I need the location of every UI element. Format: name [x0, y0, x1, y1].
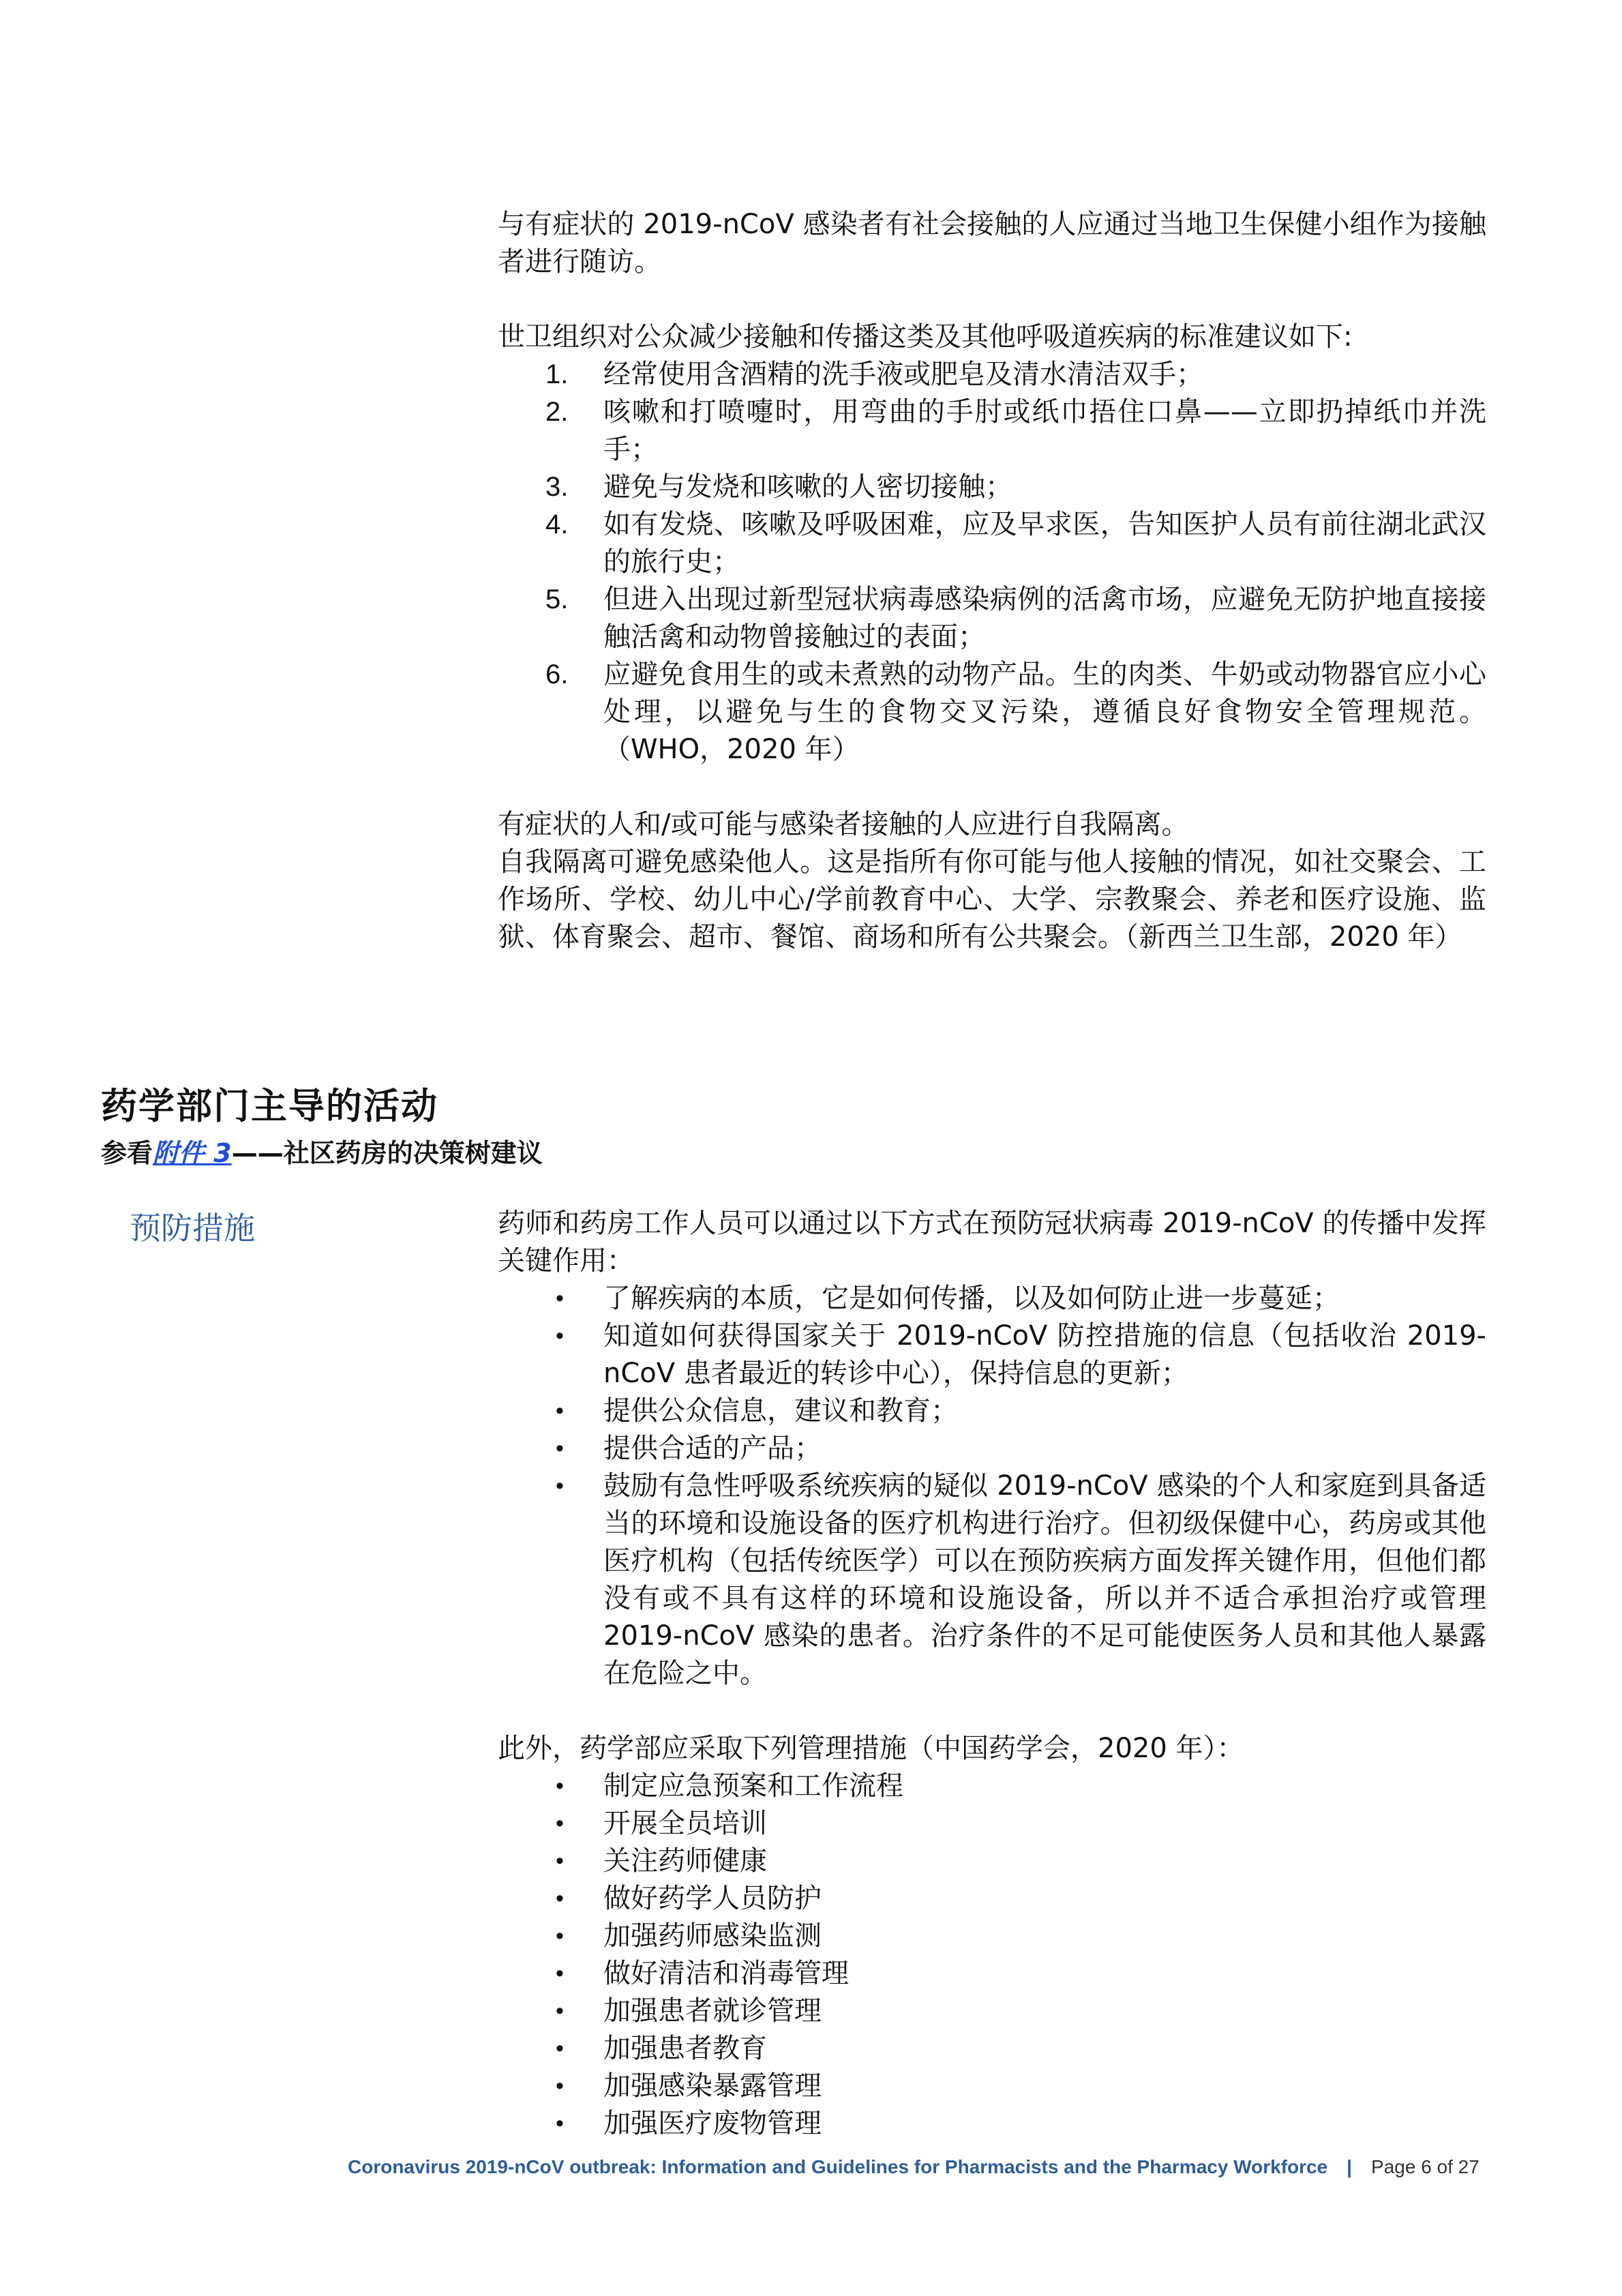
bullet-icon: •: [556, 1998, 564, 2024]
prevention-bullet-list: [498, 1280, 1486, 1693]
bullet-icon: •: [556, 1960, 564, 1986]
list-item: [498, 1993, 1486, 2030]
list-item-text: 提供合适的产品；: [603, 1433, 822, 1464]
list-item: [498, 1880, 1486, 1918]
list-item-text: 避免与发烧和咳嗽的人密切接触；: [603, 471, 1012, 503]
list-number: 6.: [545, 659, 569, 689]
list-item-text: 加强患者就诊管理: [603, 1995, 822, 2027]
list-item: [498, 2068, 1486, 2105]
list-item-text: 开展全员培训: [603, 1808, 767, 1839]
self-isolation-detail-paragraph: 自我隔离可避免感染他人。这是指所有你可能与他人接触的情况，如社交聚会、工作场所、学校、幼儿中心/学前教育中心、大学、宗教聚会、养老和医疗设施、监狱、体育聚会、超市、餐馆、商场和所有公共聚会。（新西兰卫生部，2020 年）: [498, 846, 1486, 953]
list-item: [498, 1768, 1486, 1805]
list-item: [498, 1392, 1486, 1430]
list-item-text: 加强患者教育: [603, 2033, 767, 2064]
list-number: 4.: [545, 509, 569, 539]
page-number: Page 6 of 27: [1371, 2156, 1480, 2177]
list-item-text: 经常使用含酒精的洗手液或肥皂及清水清洁双手；: [603, 359, 1203, 390]
list-item: [498, 506, 1486, 581]
subheading-suffix: ——社区药房的决策树建议: [231, 1138, 543, 1168]
bullet-icon: •: [556, 1435, 564, 1461]
bullet-icon: •: [556, 1923, 564, 1949]
who-recommendation-list: [498, 356, 1486, 769]
bullet-icon: •: [556, 1473, 564, 1499]
list-item-text: 关注药师健康: [603, 1845, 767, 1877]
list-item-text: 加强药师感染监测: [603, 1920, 822, 1952]
bullet-icon: •: [556, 2073, 564, 2099]
list-item: [498, 356, 1486, 393]
list-number: 2.: [545, 397, 569, 427]
list-item-text: 了解疾病的本质，它是如何传播，以及如何防止进一步蔓延；: [603, 1283, 1340, 1314]
footer-title: Coronavirus 2019-nCoV outbreak: Information and Guidelines for Pharmacists and the Pharmacy Workforce: [348, 2156, 1328, 2177]
list-item-text: 鼓励有急性呼吸系统疾病的疑似 2019-nCoV 感染的个人和家庭到具备适当的环境和设施设备的医疗机构进行治疗。但初级保健中心，药房或其他医疗机构（包括传统医学）可以在预防疾病方面发挥关键作用，但他们都没有或不具有这样的环境和设施设备，所以并不适合承担治疗或管理 2019-nCoV 感染的患者。治疗条件的不足可能使医务人员和其他人暴露在危险之中。: [603, 1470, 1486, 1689]
bullet-icon: •: [556, 2111, 564, 2136]
contact-followup-paragraph: 与有症状的 2019-nCoV 感染者有社会接触的人应通过当地卫生保健小组作为接触者进行随访。: [498, 209, 1486, 278]
list-item-text: 加强感染暴露管理: [603, 2070, 822, 2102]
list-item: [498, 656, 1486, 769]
list-item-text: 做好药学人员防护: [603, 1883, 822, 1914]
bullet-icon: •: [556, 1810, 564, 1836]
list-item-text: 加强医疗废物管理: [603, 2108, 822, 2139]
bullet-icon: •: [556, 1398, 564, 1424]
list-item: [498, 1843, 1486, 1880]
bullet-icon: •: [556, 2036, 564, 2061]
list-item: [498, 2105, 1486, 2143]
bullet-icon: •: [556, 1285, 564, 1311]
management-bullet-list: [498, 1768, 1486, 2143]
page-footer: [348, 2156, 1480, 2178]
list-item: [498, 1805, 1486, 1843]
list-item-text: 提供公众信息，建议和教育；: [603, 1395, 958, 1427]
top-text-block: [498, 206, 1486, 956]
list-item-text: 制定应急预案和工作流程: [603, 1770, 903, 1802]
bullet-icon: •: [556, 1848, 564, 1874]
list-item-text: 知道如何获得国家关于 2019-nCoV 防控措施的信息（包括收治 2019-nCoV 患者最近的转诊中心），保持信息的更新；: [603, 1320, 1486, 1389]
side-label-prevention: 预防措施: [130, 1210, 255, 1247]
list-item: [498, 2030, 1486, 2068]
list-item-text: 应避免食用生的或未煮熟的动物产品。生的肉类、牛奶或动物器官应小心处理，以避免与生的食物交叉污染，遵循良好食物安全管理规范。（WHO，2020 年）: [603, 659, 1486, 765]
bullet-icon: •: [556, 1773, 564, 1799]
list-number: 5.: [545, 584, 569, 614]
list-item: [498, 468, 1486, 506]
section-subheading: [101, 1132, 543, 1169]
list-item: [498, 581, 1486, 656]
appendix-link[interactable]: 附件 3: [153, 1138, 232, 1168]
list-item: [498, 393, 1486, 468]
prevention-text-block: [498, 1205, 1486, 2143]
list-item-text: 但进入出现过新型冠状病毒感染病例的活禽市场，应避免无防护地直接接触活禽和动物曾接触过的表面；: [603, 584, 1486, 653]
self-isolation-paragraph: 有症状的人和/或可能与感染者接触的人应进行自我隔离。: [498, 809, 1189, 840]
list-item: [498, 1467, 1486, 1693]
list-item: [498, 1918, 1486, 1955]
subheading-prefix: 参看: [101, 1138, 153, 1168]
list-item: [498, 1430, 1486, 1467]
list-item: [498, 1280, 1486, 1317]
bullet-icon: •: [556, 1323, 564, 1349]
list-item-text: 咳嗽和打喷嚏时，用弯曲的手肘或纸巾捂住口鼻——立即扔掉纸巾并洗手；: [603, 396, 1486, 465]
bullet-icon: •: [556, 1885, 564, 1911]
list-item: [498, 1955, 1486, 1993]
who-recommendation-intro: 世卫组织对公众减少接触和传播这类及其他呼吸道疾病的标准建议如下:: [498, 321, 1353, 353]
management-intro: 此外，药学部应采取下列管理措施（中国药学会，2020 年）：: [498, 1733, 1244, 1764]
footer-separator: |: [1347, 2156, 1353, 2177]
list-number: 1.: [545, 359, 569, 389]
list-item: [498, 1317, 1486, 1392]
list-item-text: 如有发烧、咳嗽及呼吸困难，应及早求医，告知医护人员有前往湖北武汉的旅行史；: [603, 509, 1486, 578]
list-item-text: 做好清洁和消毒管理: [603, 1958, 849, 1989]
prevention-intro: 药师和药房工作人员可以通过以下方式在预防冠状病毒 2019-nCoV 的传播中发挥关键作用：: [498, 1208, 1486, 1277]
list-number: 3.: [545, 472, 569, 502]
section-heading: 药学部门主导的活动: [101, 1086, 438, 1127]
